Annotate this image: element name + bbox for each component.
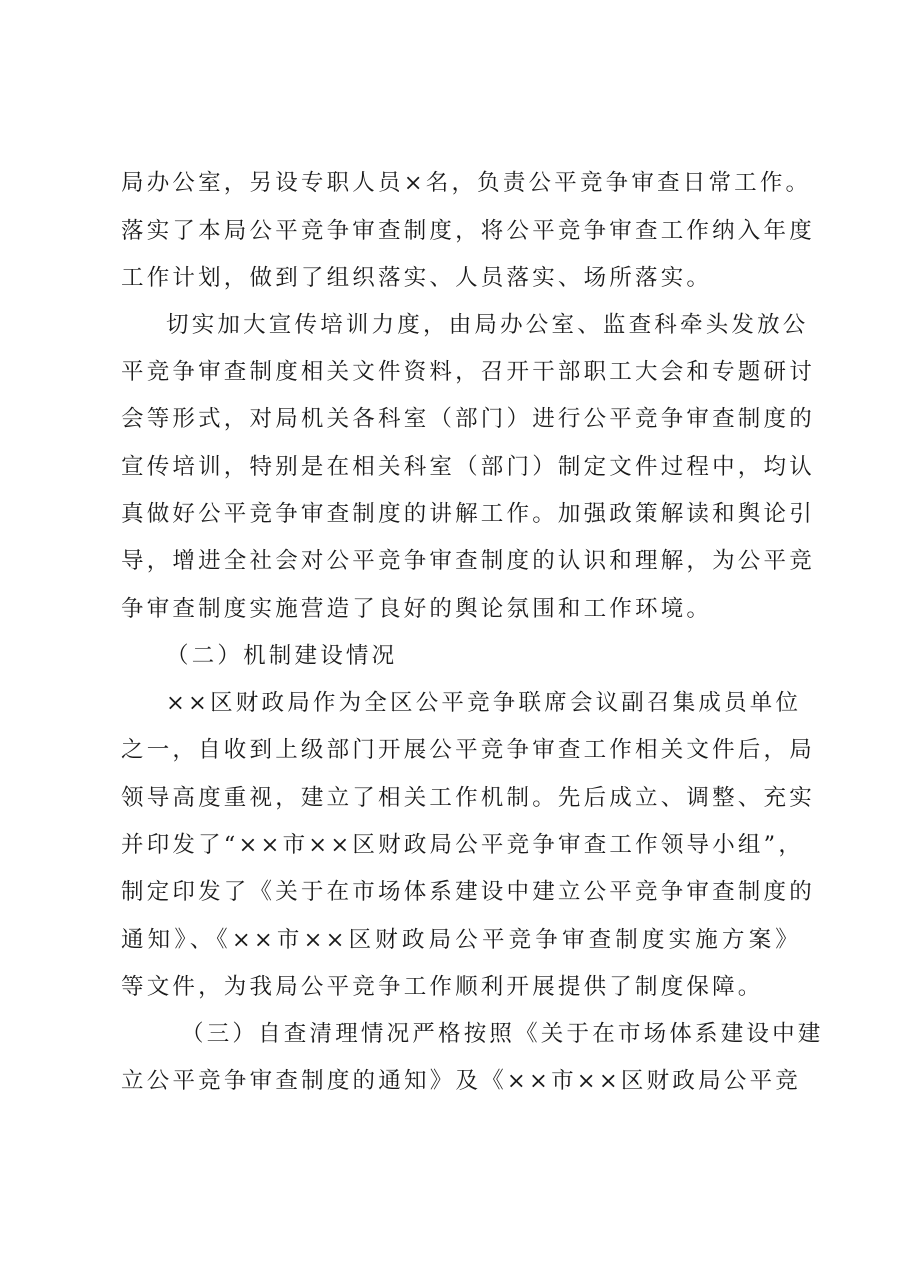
paragraph-line: 之一，自收到上级部门开展公平竞争审查工作相关文件后，局	[121, 737, 815, 763]
paragraph-line: 切实加大宣传培训力度，由局办公室、监查科牵头发放公	[166, 312, 809, 338]
paragraph-line: 工作计划，做到了组织落实、人员落实、场所落实。	[121, 265, 713, 291]
paragraph-line: 落实了本局公平竞争审查制度，将公平竞争审查工作纳入年度	[121, 218, 815, 244]
paragraph-line: 导，增进全社会对公平竞争审查制度的认识和理解，为公平竞	[121, 548, 815, 574]
paragraph-line: 真做好公平竞争审查制度的讲解工作。加强政策解读和舆论引	[121, 501, 815, 527]
paragraph-line: 领导高度重视，建立了相关工作机制。先后成立、调整、充实	[121, 785, 815, 811]
paragraph-line: 制定印发了《关于在市场体系建设中建立公平竞争审查制度的	[121, 879, 815, 905]
paragraph-line: 宣传培训，特别是在相关科室（部门）制定文件过程中，均认	[121, 454, 815, 480]
paragraph-line: 争审查制度实施营造了良好的舆论氛围和工作环境。	[121, 596, 713, 622]
paragraph-line: ××区财政局作为全区公平竞争联席会议副召集成员单位	[166, 690, 802, 716]
paragraph-line: 会等形式，对局机关各科室（部门）进行公平竞争审查制度的	[121, 406, 815, 432]
paragraph-line: 等文件，为我局公平竞争工作顺利开展提供了制度保障。	[121, 974, 764, 1000]
section-heading: （二）机制建设情况	[166, 643, 398, 669]
paragraph-line: 平竞争审查制度相关文件资料，召开干部职工大会和专题研讨	[121, 359, 815, 385]
paragraph-line: 通知》、《××市××区财政局公平竞争审查制度实施方案》	[121, 927, 801, 953]
paragraph-line: 并印发了“××市××区财政局公平竞争审查工作领导小组”，	[121, 832, 805, 858]
paragraph-line: （三）自查清理情况严格按照《关于在市场体系建设中建	[181, 1021, 824, 1047]
paragraph-line: 立公平竞争审查制度的通知》及《××市××区财政局公平竞	[121, 1068, 801, 1094]
paragraph-line: 局办公室，另设专职人员×名，负责公平竞争审查日常工作。	[121, 170, 812, 196]
